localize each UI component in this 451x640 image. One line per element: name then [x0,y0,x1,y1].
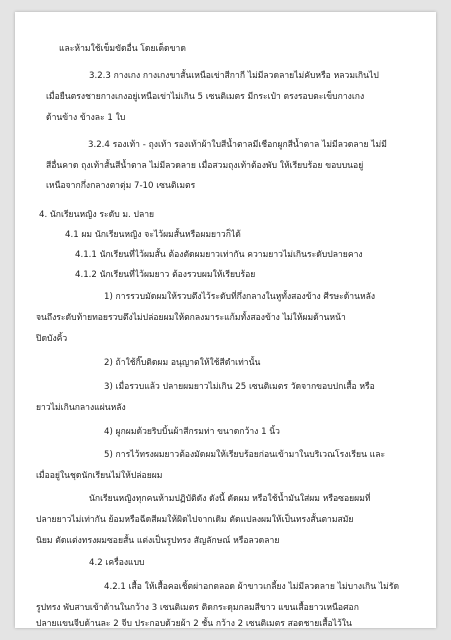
text-line: 3) เมื่อรวบแล้ว ปลายผมยาวไม่เกิน 25 เซนติเมตร วัดจากขอบปกเสื้อ หรือ [104,382,375,392]
text-line: ด้านข้าง ข้างละ 1 ใบ [46,113,126,123]
text-line: นักเรียนหญิงทุกคนห้ามปฏิบัติดัง ดังนี้ ดัดผม หรือใช้น้ำมันใส่ผม หรือซอยผมที่ [89,494,371,504]
text-line: เหนือจากกึ่งกลางตาตุ่ม 7-10 เซนติเมตร [46,181,196,191]
text-line: จนถึงระดับท้ายทอยรวบตึงไม่ปล่อยผมให้ตกลงมาระแก้มทั้งสองข้าง ไม่ให้ผมด้านหน้า [36,313,346,323]
text-line: ปิดบังคิ้ว [36,334,68,344]
text-line: สีอื่นคาด ถุงเท้าสั้นสีน้ำตาล ไม่มีลวดลาย เมื่อสวมถุงเท้าต้องพับ ให้เรียบร้อย ขอบบนอยู่ [46,161,364,171]
section-heading: 4.2 เครื่องแบบ [89,558,145,568]
text-line: และห้ามใช้เข็มขัดอื่น โดยเด็ดขาด [59,44,186,54]
text-line: 4.1.2 นักเรียนที่ไว้ผมยาว ต้องรวบผมให้เรียบร้อย [75,270,256,280]
section-heading: 4. นักเรียนหญิง ระดับ ม. ปลาย [39,210,155,220]
text-line: 5) การไว้ทรงผมยาวต้องมัดผมให้เรียบร้อยก่อนเข้ามาในบริเวณโรงเรียน และ [104,450,386,460]
text-line: 3.2.3 กางเกง กางเกงขาสั้นเหนือเข่าสีกากี ไม่มีลวดลายไม่คับหรือ หลวมเกินไป [89,71,379,81]
text-line: 2) ถ้าใช้กิ๊บติดผม อนุญาตให้ใช้สีดำเท่านั้น [104,358,261,368]
text-line: รูปทรง พับสาบเข้าด้านในกว้าง 3 เซนติเมตร ติดกระดุมกลมสีขาว แขนเสื้อยาวเหนือศอก [36,603,359,613]
text-line: ปลายแขนจีบด้านละ 2 จีบ ประกอบด้วยผ้า 2 ชั้น กว้าง 2 เซนติเมตร สอดชายเสื้อไว้ใน [36,619,352,629]
document-page [15,12,436,628]
text-line: ยาวไม่เกินกลางแผ่นหลัง [36,403,126,413]
text-line: เมื่อยืนตรงชายกางเกงอยู่เหนือเข่าไม่เกิน 5 เซนติเมตร มีกระเป๋า ตรงรอบตะเข็บกางเกง [46,92,365,102]
text-line: 4.2.1 เสื้อ ให้เสื้อคอเชิ้ตผ่าอกตลอด ผ้าขาวเกลี้ยง ไม่มีลวดลาย ไม่บางเกิน ไม่รัด [104,582,400,592]
text-line: 4.1 ผม นักเรียนหญิง จะไว้ผมสั้นหรือผมยาวก็ได้ [65,230,241,240]
text-line: 1) การรวบมัดผมให้รวบตึงไว้ระดับที่กึ่งกลางในหูทั้งสองข้าง ศีรษะด้านหลัง [104,292,376,302]
text-line: 4.1.1 นักเรียนที่ไว้ผมสั้น ต้องตัดผมยาวเท่ากัน ความยาวไม่เกินระดับปลายคาง [75,250,363,260]
text-line: 4) ผูกผมด้วยริบบิ้นผ้าสีกรมท่า ขนาดกว้าง 1 นิ้ว [104,427,280,437]
text-line: ปลายยาวไม่เท่ากัน ย้อมหรือฉีดสีผมให้ผิดไปจากเดิม ตัดแปลงผมให้เป็นทรงสั้นตามสมัย [36,515,354,525]
text-line: 3.2.4 รองเท้า - ถุงเท้า รองเท้าผ้าใบสีน้ำตาลมีเชือกผูกสีน้ำตาล ไม่มีลวดลาย ไม่มี [88,140,387,150]
text-line: นิยม ตัดแต่งทรงผมซอยสั้น แต่งเป็นรูปทรง สัญลักษณ์ หรือลวดลาย [36,536,280,546]
text-line: เมื่ออยู่ในชุดนักเรียนไม่ให้ปล่อยผม [36,471,163,481]
